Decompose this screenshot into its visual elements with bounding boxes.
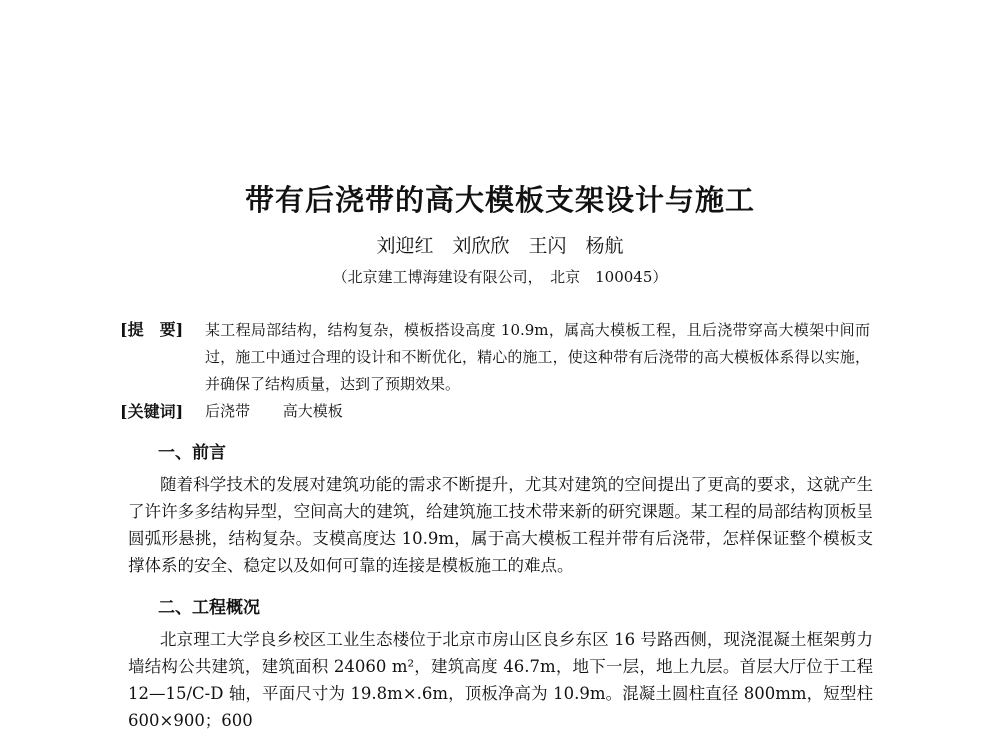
section-heading-overview: 二、工程概况: [158, 598, 260, 618]
section-heading-preface: 一、前言: [158, 443, 226, 463]
keyword: 后浇带: [205, 402, 251, 420]
section-body-overview: 北京理工大学良乡校区工业生态楼位于北京市房山区良乡东区 16 号路西侧，现浇混凝土框架剪力墙结构公共建筑，建筑面积 24060 m²，建筑高度 46.7m，地下一层，地上九层。首层大厅位于工程 12—15/C-D 轴，平面尺寸为 19.8m×.6m，顶板净高为 10.9m。混凝土圆柱直径 800mm，短型柱 600×900；600: [128, 630, 873, 730]
affiliation: （北京建工博海建设有限公司， 北京 100045）: [332, 268, 668, 286]
keyword: 高大模板: [282, 402, 343, 420]
section-body-preface: 随着科学技术的发展对建筑功能的需求不断提升，尤其对建筑的空间提出了更高的要求，这就产生了许许多多结构异型，空间高大的建筑，给建筑施工技术带来新的研究课题。某工程的局部结构顶板呈圆弧形悬挑，结构复杂。支模高度达 10.9m，属于高大模板工程并带有后浇带，怎样保证整个模板支撑体系的安全、稳定以及如何可靠的连接是模板施工的难点。: [128, 475, 873, 575]
keywords-list: [205, 400, 371, 421]
keywords-label: [关键词]: [120, 402, 184, 421]
author-list: 刘迎红 刘欣欣 王闪 杨航: [376, 235, 624, 257]
abstract-text: 某工程局部结构，结构复杂，模板搭设高度 10.9m，属高大模板工程，且后浇带穿高大模架中间而过，施工中通过合理的设计和不断优化，精心的施工，使这种带有后浇带的高大模板体系得以实施，并确保了结构质量，达到了预期效果。: [205, 321, 870, 393]
paper-title: 带有后浇带的高大模板支架设计与施工: [244, 183, 755, 217]
abstract-label: [提 要]: [120, 320, 184, 339]
